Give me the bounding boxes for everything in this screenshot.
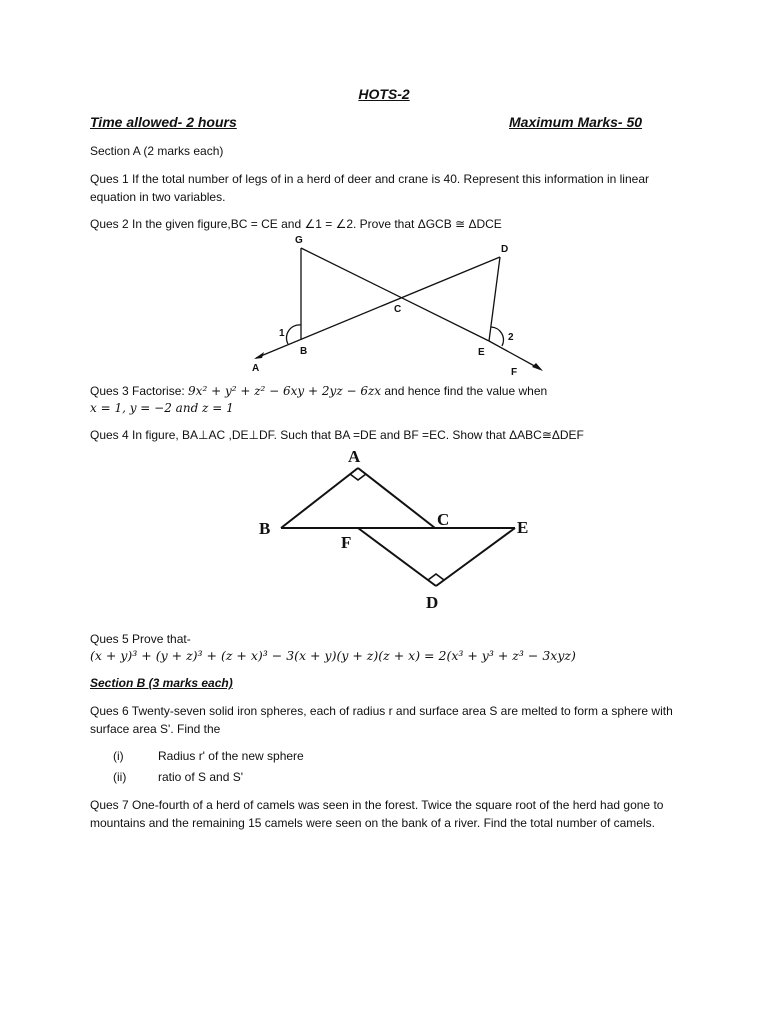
angle-1-arc — [286, 325, 301, 344]
question-6-part-number: (i) — [113, 749, 124, 763]
label-c: C — [394, 304, 402, 315]
segment-de — [436, 528, 515, 586]
label-e: E — [517, 518, 529, 537]
label-a: A — [348, 447, 361, 466]
question-4-figure — [255, 446, 535, 616]
arrow-f-icon — [532, 363, 543, 371]
label-d: D — [501, 244, 509, 255]
question-4: Ques 4 In figure, BA⊥AC ,DE⊥DF. Such that BA =DE and BF =EC. Show that ΔABC≅ΔDEF — [90, 428, 584, 442]
label-f: F — [511, 367, 518, 378]
segment-ac — [358, 468, 435, 528]
label-g: G — [295, 235, 303, 246]
right-angle-d-icon — [428, 574, 444, 580]
label-f: F — [341, 533, 352, 552]
page-title: HOTS-2 — [358, 86, 410, 102]
question-6-part-number: (ii) — [113, 770, 127, 784]
label-e: E — [478, 347, 485, 358]
label-a: A — [252, 363, 260, 374]
right-angle-a-icon — [350, 474, 366, 480]
section-a-title: Section A (2 marks each) — [90, 144, 224, 158]
segment-ba — [281, 468, 358, 528]
question-6-part-text: ratio of S and S' — [158, 770, 244, 784]
label-angle-2: 2 — [508, 332, 514, 343]
question-6-part-text: Radius r' of the new sphere — [158, 749, 304, 763]
label-b: B — [300, 346, 308, 357]
question-1: Ques 1 If the total number of legs of in a herd of deer and crane is 40. Represent this information in linear equation in two variables. — [90, 172, 649, 204]
segment-ad — [256, 257, 500, 358]
label-c: C — [437, 510, 450, 529]
label-d: D — [426, 593, 439, 612]
question-2-figure — [240, 230, 560, 378]
question-5-expression: (x + y)³ + (y + z)³ + (z + x)³ − 3(x + y)(y + z)(z + x) = 2(x³ + y³ + z³ − 3xyz) — [90, 648, 576, 663]
label-b: B — [259, 519, 271, 538]
question-5: Ques 5 Prove that- — [90, 632, 191, 646]
question-3 — [90, 382, 690, 400]
question-7: Ques 7 One-fourth of a herd of camels was seen in the forest. Twice the square root of the herd had gone to mountains and the remaining 15 camels were seen on the bank of a river. Find the total number of camels. — [90, 798, 664, 830]
question-3-expression: 9x² + y² + z² − 6xy + 2yz − 6zx — [188, 384, 382, 398]
arrow-a-icon — [254, 352, 264, 359]
segment-de — [489, 257, 500, 341]
question-3-values: x = 1, y = −2 and z = 1 — [90, 401, 234, 415]
time-allowed: Time allowed- 2 hours — [90, 114, 237, 130]
section-b-title: Section B (3 marks each) — [90, 676, 233, 690]
segment-ef — [489, 341, 540, 369]
question-3-tail: and hence find the value when — [381, 384, 548, 398]
maximum-marks: Maximum Marks- 50 — [509, 114, 643, 130]
question-6: Ques 6 Twenty-seven solid iron spheres, each of radius r and surface area S are melted to form a sphere with surface area S'. Find the — [90, 704, 673, 736]
question-2: Ques 2 In the given figure,BC = CE and ∠1 = ∠2. Prove that ΔGCB ≅ ΔDCE — [90, 217, 502, 231]
question-3-text: Ques 3 Factorise: — [90, 384, 189, 398]
segment-fd — [358, 528, 436, 586]
label-angle-1: 1 — [279, 328, 285, 339]
